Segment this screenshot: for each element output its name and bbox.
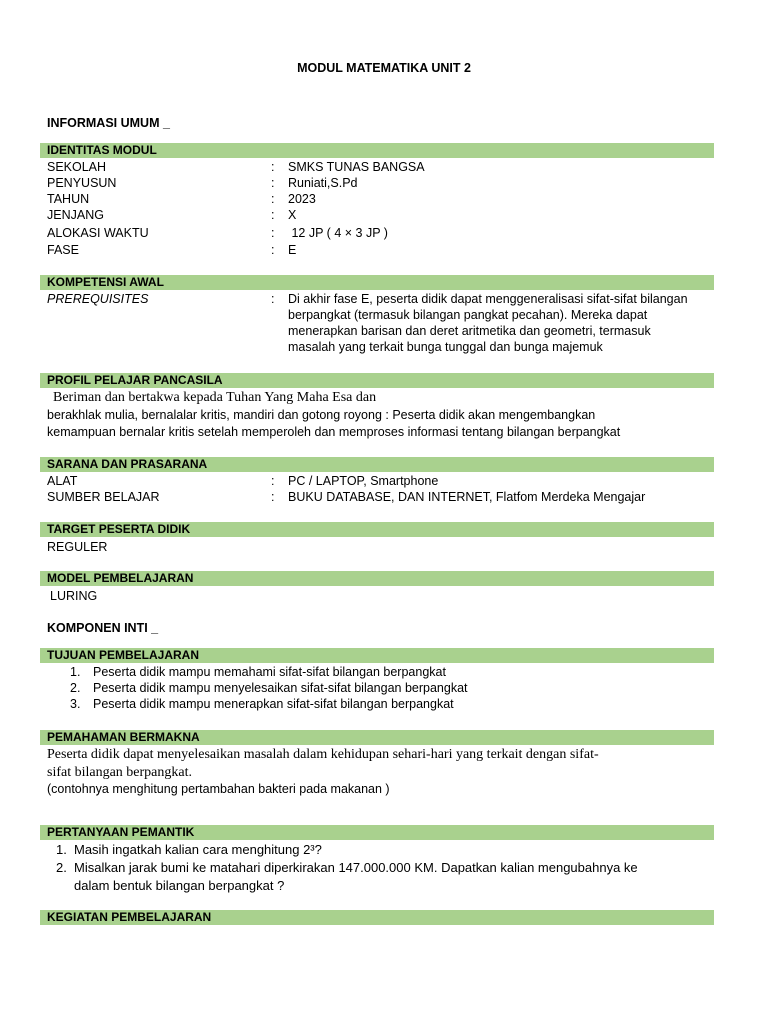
sarana-row-alat: ALAT : PC / LAPTOP, Smartphone — [47, 474, 439, 488]
pertanyaan-list — [56, 841, 706, 895]
prerequisites-label: PREREQUISITES — [47, 292, 149, 306]
profil-line-2: berakhlak mulia, bernalalar kritis, mandiri dan gotong royong : Peserta didik akan mengembangkan — [47, 408, 596, 422]
sarana-row-sumber-belajar: SUMBER BELAJAR : BUKU DATABASE, DAN INTERNET, Flatfom Merdeka Mengajar — [47, 490, 646, 504]
list-item: 1. Peserta didik mampu memahami sifat-sifat bilangan berpangkat — [70, 665, 446, 679]
kegiatan-pembelajaran-header: KEGIATAN PEMBELAJARAN — [40, 910, 714, 925]
pertanyaan-pemantik-header: PERTANYAAN PEMANTIK — [40, 825, 714, 840]
tujuan-pembelajaran-header: TUJUAN PEMBELAJARAN — [40, 648, 714, 663]
list-item: 3. Peserta didik mampu menerapkan sifat-sifat bilangan berpangkat — [70, 697, 454, 711]
document-title: MODUL MATEMATIKA UNIT 2 — [297, 61, 471, 75]
profil-line-3: kemampuan bernalar kritis setelah memperoleh dan memproses informasi tentang bilangan berpangkat — [47, 425, 621, 439]
profil-line-1: Beriman dan bertakwa kepada Tuhan Yang Maha Esa dan — [53, 390, 377, 405]
target-value: REGULER — [47, 540, 108, 554]
identitas-row-alokasi-waktu: ALOKASI WAKTU : 12 JP ( 4 × 3 JP ) — [47, 226, 388, 240]
tujuan-list — [70, 664, 710, 712]
kompetensi-awal-header: KOMPETENSI AWAL — [40, 275, 714, 290]
pemahaman-line-2: sifat bilangan berpangkat. — [47, 765, 193, 780]
target-peserta-header: TARGET PESERTA DIDIK — [40, 522, 714, 537]
informasi-umum-heading: INFORMASI UMUM _ — [47, 116, 170, 130]
list-item: 2. Peserta didik mampu menyelesaikan sifat-sifat bilangan berpangkat — [70, 681, 468, 695]
sarana-prasarana-header: SARANA DAN PRASARANA — [40, 457, 714, 472]
identitas-row-tahun: TAHUN : 2023 — [47, 192, 316, 206]
identitas-row-jenjang: JENJANG : X — [47, 208, 297, 222]
pemahaman-line-1: Peserta didik dapat menyelesaikan masalah dalam kehidupan sehari-hari yang terkait dengan sifat- — [47, 747, 599, 762]
prerequisites-separator: : — [271, 292, 275, 306]
model-pembelajaran-header: MODEL PEMBELAJARAN — [40, 571, 714, 586]
prerequisites-text: Di akhir fase E, peserta didik dapat menggeneralisasi sifat-sifat bilangan berpangkat (termasuk bilangan pangkat pecahan). Mereka dapat menerapkan barisan dan deret aritmetika dan geometri, termasuk masalah yang terkait bunga tunggal dan bunga majemuk — [288, 292, 688, 354]
list-item: 2. Misalkan jarak bumi ke matahari diperkirakan 147.000.000 KM. Dapatkan kalian mengubahnya ke dalam bentuk bilangan berpangkat ? — [56, 860, 638, 893]
identitas-row-penyusun: PENYUSUN : Runiati,S.Pd — [47, 176, 358, 190]
identitas-row-fase: FASE : E — [47, 243, 297, 257]
list-item: 1. Masih ingatkah kalian cara menghitung 2³? — [56, 842, 322, 857]
identitas-modul-header: IDENTITAS MODUL — [40, 143, 714, 158]
pemahaman-line-3: (contohnya menghitung pertambahan bakteri pada makanan ) — [47, 782, 390, 796]
model-value: LURING — [50, 589, 98, 603]
komponen-inti-heading: KOMPONEN INTI _ — [47, 621, 159, 635]
identitas-row-sekolah: SEKOLAH : SMKS TUNAS BANGSA — [47, 160, 425, 174]
profil-pelajar-header: PROFIL PELAJAR PANCASILA — [40, 373, 714, 388]
pemahaman-bermakna-header: PEMAHAMAN BERMAKNA — [40, 730, 714, 745]
